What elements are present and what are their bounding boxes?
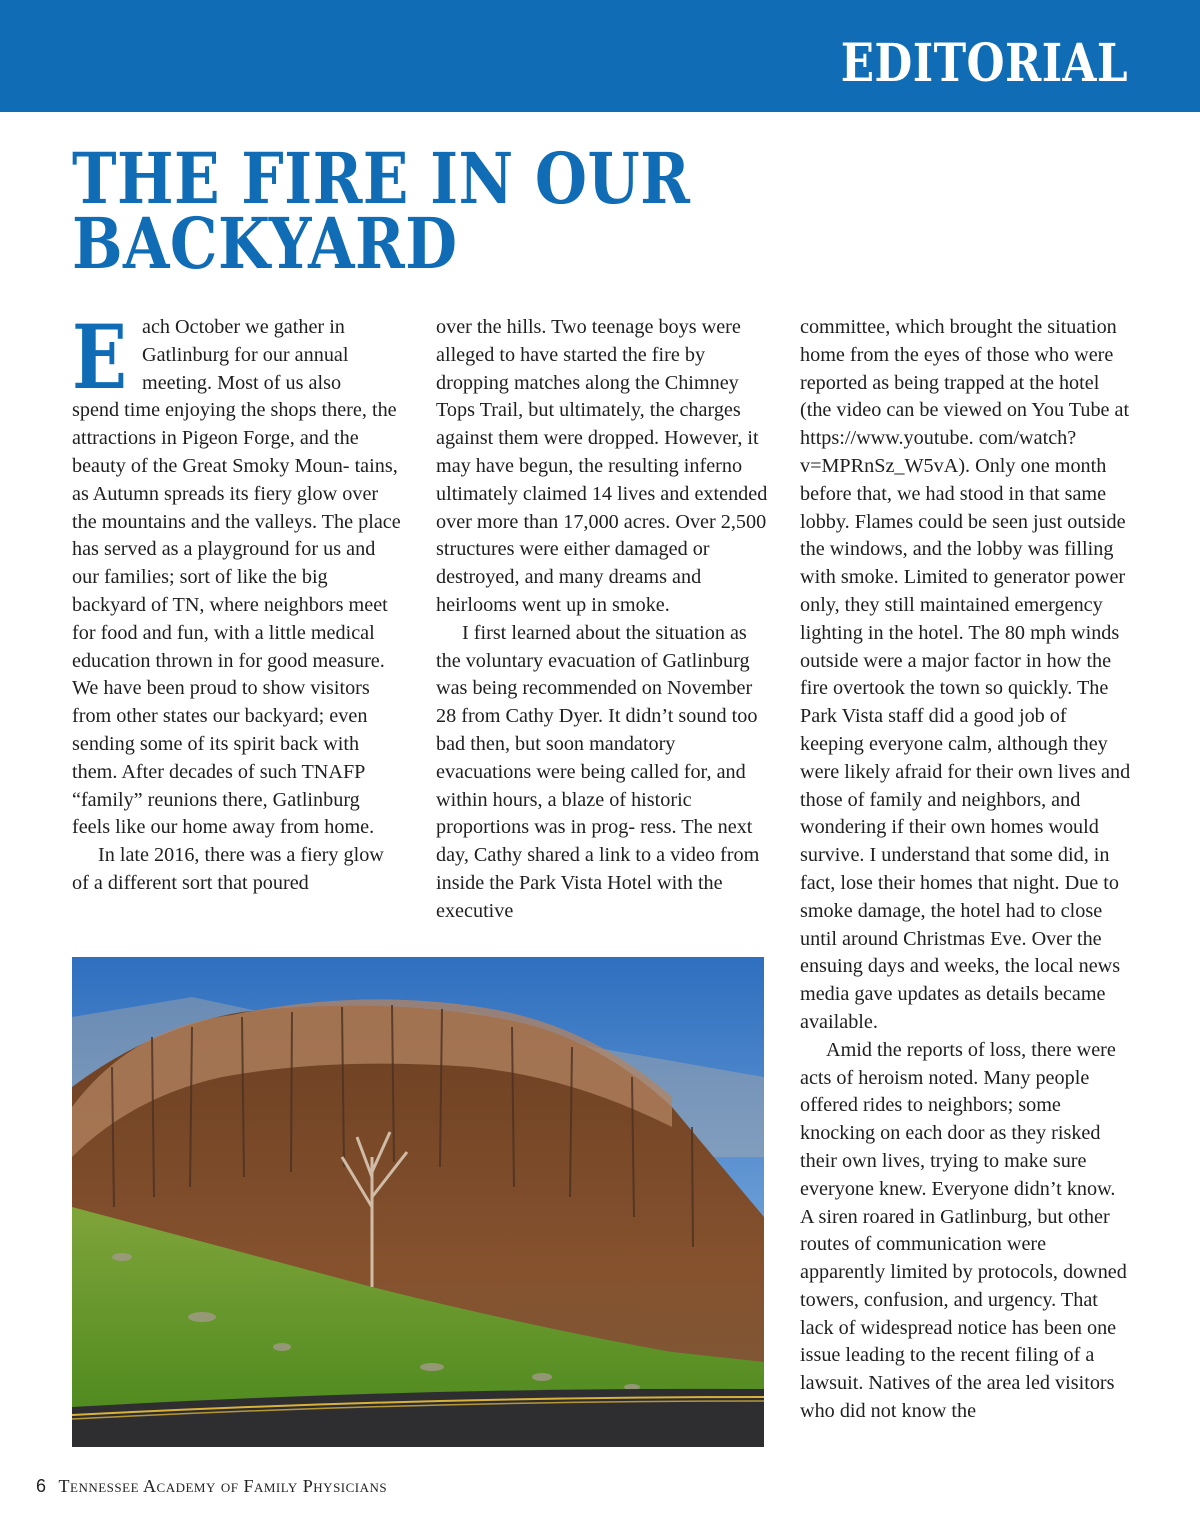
page-footer xyxy=(36,1474,387,1498)
dropcap-line-1: ach October we gather in xyxy=(142,316,345,338)
article-column-2 xyxy=(436,314,768,926)
headline-line-2: BACKYARD xyxy=(72,202,458,285)
section-label: EDITORIAL xyxy=(840,33,1128,94)
section-banner xyxy=(0,0,1200,112)
paragraph-1 xyxy=(72,305,402,842)
publication-name: Tennessee Academy of Family Physicians xyxy=(58,1476,388,1496)
article-column-3 xyxy=(800,314,1132,1426)
paragraph-1-rest: spend time enjoying the shops there, the attractions in Pigeon Forge, and the beauty of the Great Smoky Moun- tains, as Autumn spreads its fiery glow over the mountains and the valleys. The place has served as a playground for us and our families; sort of like the big backyard of TN, where neighbors meet for food and fun, with a little medical education thrown in for good measure. We have been proud to show visitors from other states our backyard; even sending some of its spirit back with them. After decades of such TNAFP “family” reunions there, Gatlinburg feels like our home away from home. xyxy=(72,399,401,839)
article-column-1 xyxy=(72,305,402,898)
paragraph-4: I first learned about the situation as the voluntary evacuation of Gatlinburg was being recommended on November 28 from Cathy Dyer. It didn’t sound too bad then, but soon mandatory evacuations were being called for, and within hours, a blaze of historic proportions was in prog- ress. The next day, Cathy shared a link to a video from inside the Park Vista Hotel with the executive xyxy=(436,621,760,922)
page-number: 6 xyxy=(36,1476,47,1496)
dropcap-line-3: meeting. Most of us also xyxy=(142,371,342,394)
paragraph-2: In late 2016, there was a fiery glow of a different sort that poured xyxy=(72,844,384,894)
paragraph-6: Amid the reports of loss, there were acts of heroism noted. Many people offered rides to neighbors; some knocking on each door as they risked their own lives, trying to make sure everyone knew. Everyone didn’t know. A siren roared in Gatlinburg, but other routes of communication were apparently limited by protocols, downed towers, confusion, and urgency. That lack of widespread notice has been one issue leading to the recent filing of a lawsuit. Natives of the area led visitors who did not know the xyxy=(800,1038,1127,1423)
article-headline xyxy=(72,137,722,285)
headline-line-1: THE FIRE IN OUR xyxy=(72,137,691,220)
paragraph-5: committee, which brought the situation home from the eyes of those who were reported as being trapped at the hotel (the video can be viewed on You Tube at https://www.youtube. com/watch?v=MPRnSz_W5vA). Only one month before that, we had stood in that same lobby. Flames could be seen just outside the windows, and the lobby was filling with smoke. Limited to generator power only, they still maintained emergency lighting in the hotel. The 80 mph winds outside were a major factor in how the fire overtook the town so quickly. The Park Vista staff did a good job of keeping everyone calm, although they were likely afraid for their own lives and those of family and neighbors, and wondering if their own homes would survive. I understand that some did, in fact, lose their homes that night. Due to smoke damage, the hotel had to close until around Christmas Eve. Over the ensuing days and weeks, the local news media gave updates as details became available. xyxy=(800,316,1131,1033)
paragraph-3: over the hills. Two teenage boys were alleged to have started the fire by dropping matches along the Chimney Tops Trail, but ultimately, the charges against them were dropped. However, it may have begun, the resulting inferno ultimately claimed 14 lives and extended over more than 17,000 acres. Over 2,500 structures were either damaged or destroyed, and many dreams and heirlooms went up in smoke. xyxy=(436,316,768,616)
drop-cap: E xyxy=(72,305,128,409)
dropcap-line-2: Gatlinburg for our annual xyxy=(142,343,349,366)
burned-hillside-photo xyxy=(72,957,764,1447)
